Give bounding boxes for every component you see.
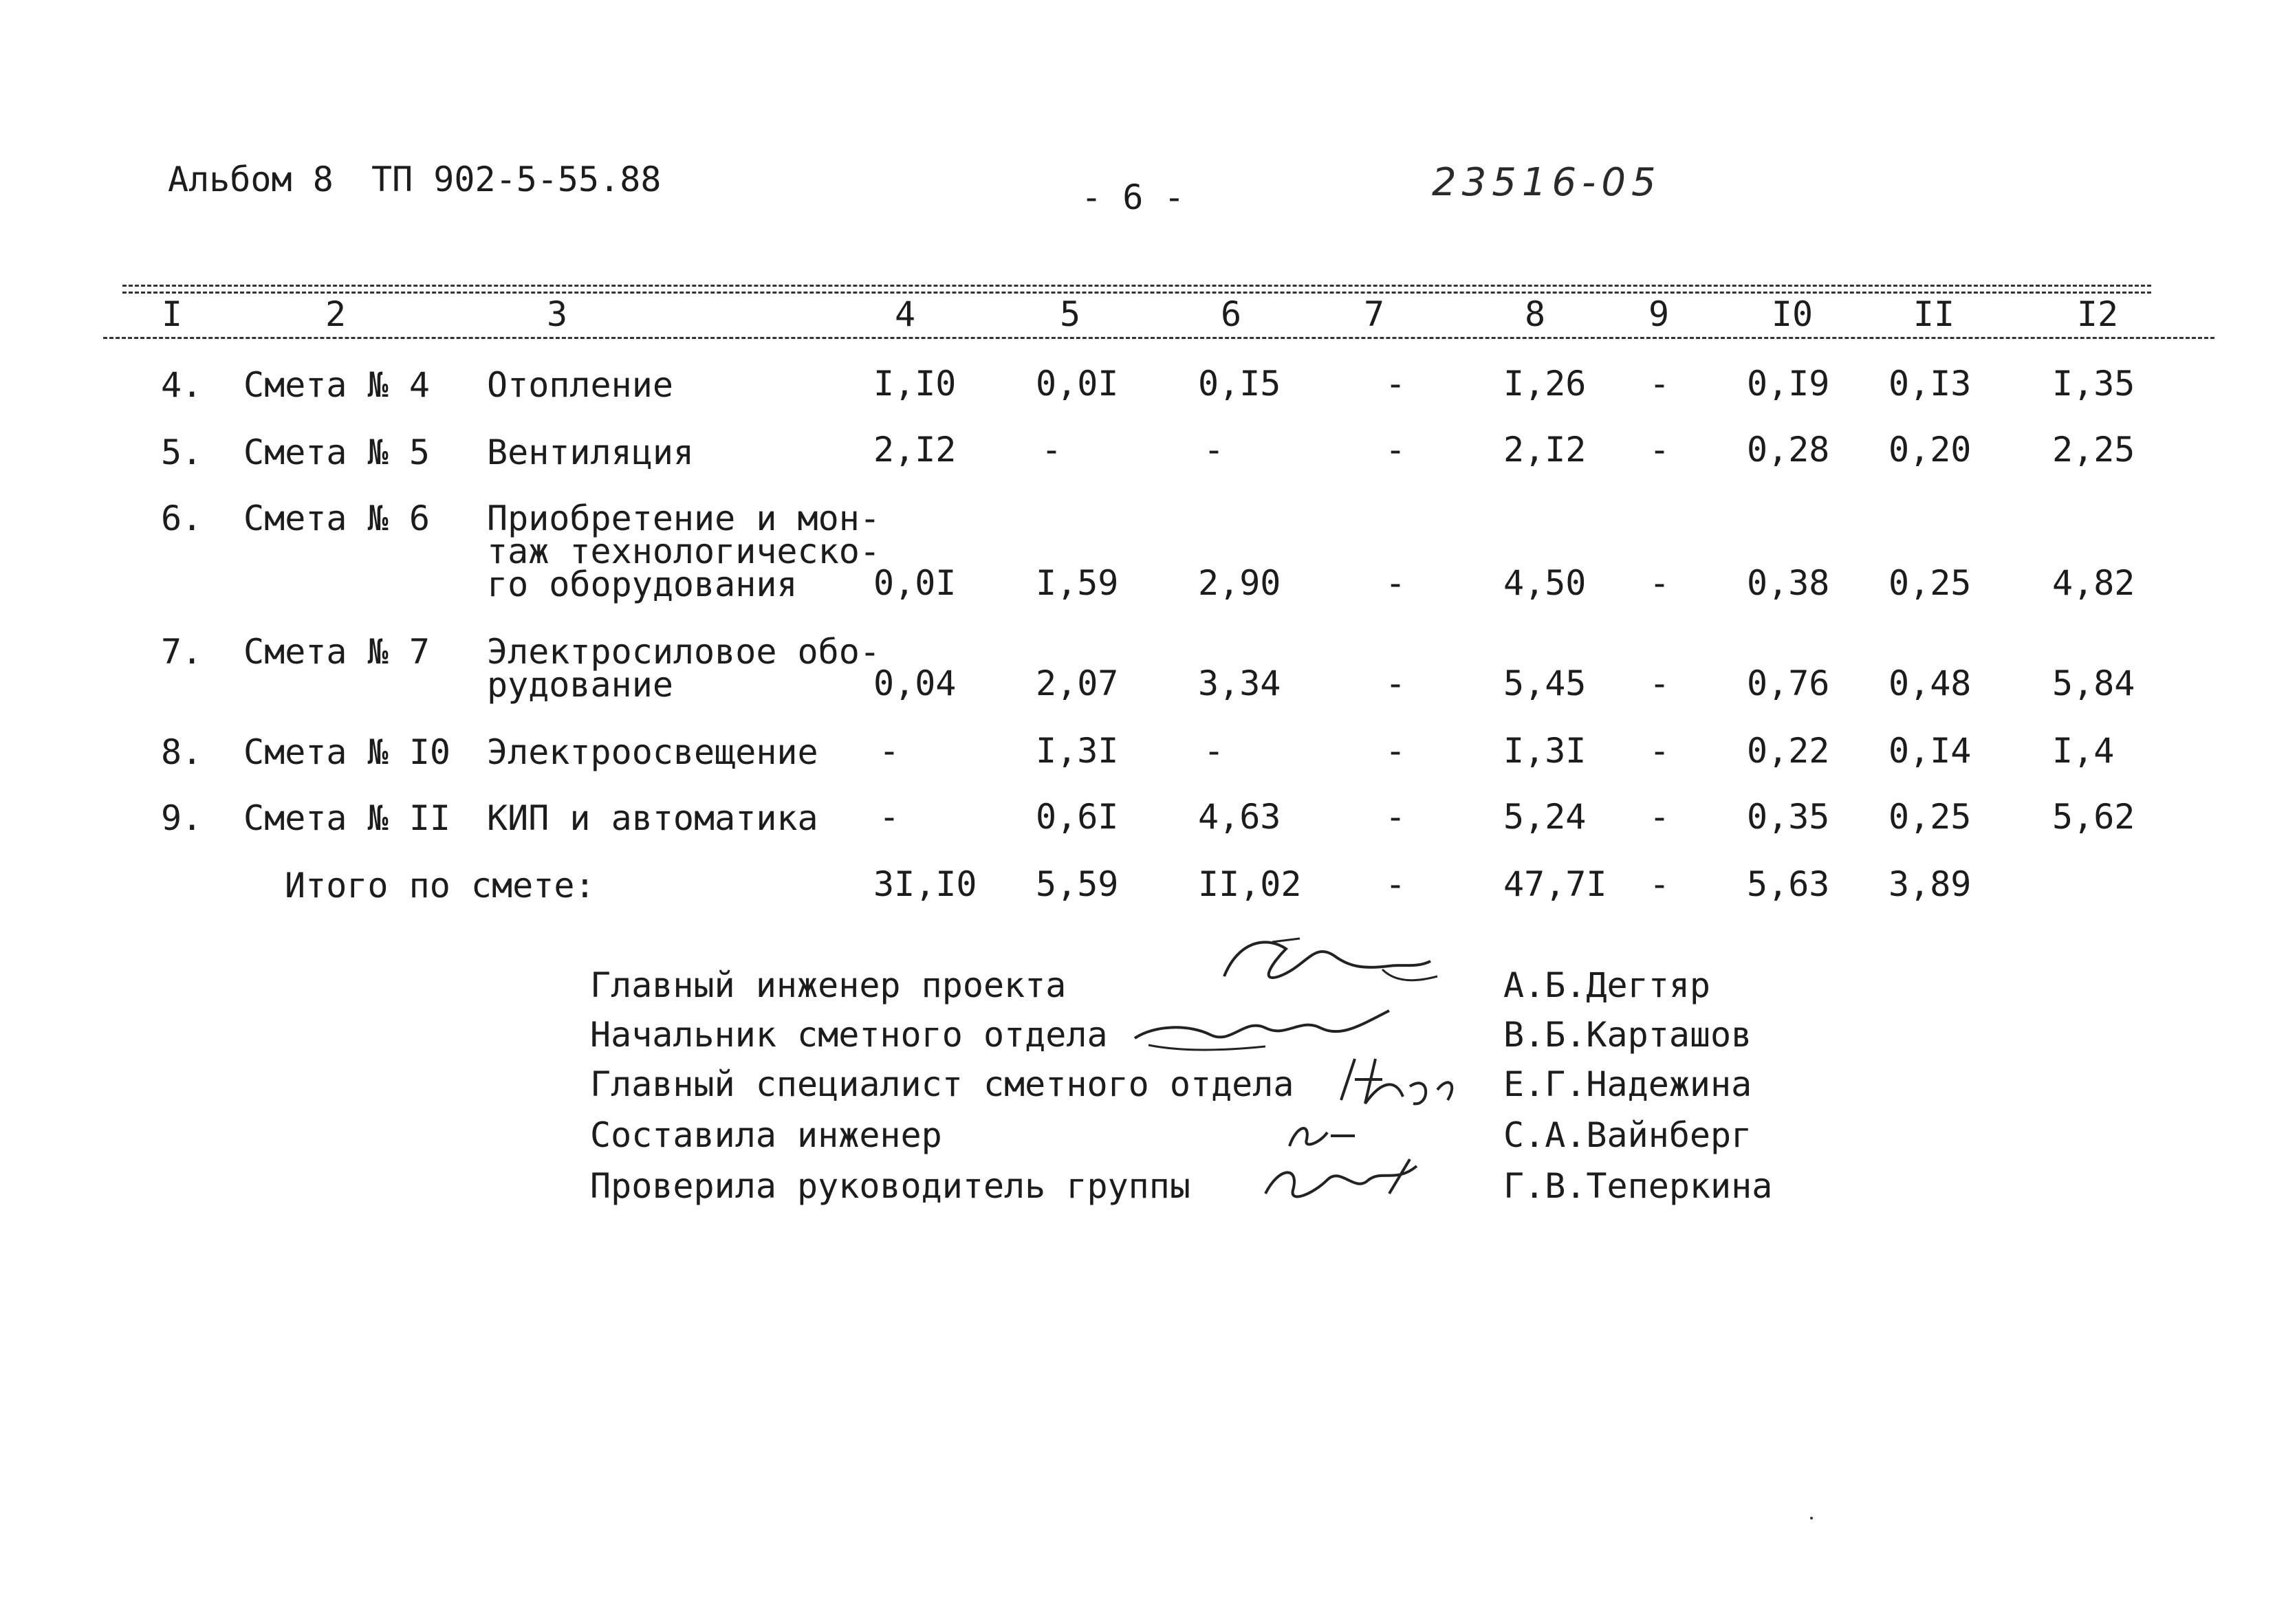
signature-chief-engineer — [1210, 928, 1444, 1004]
col7-value: - — [1385, 430, 1406, 470]
work-name-line: рудование — [487, 665, 673, 705]
col9-value: - — [1649, 563, 1670, 603]
col12-value: 5,84 — [2052, 663, 2135, 703]
col4-value: 2,I2 — [873, 430, 957, 470]
col11-value: 0,20 — [1888, 430, 1972, 470]
signature-group-head — [1252, 1152, 1430, 1214]
signatory-name: Е.Г.Надежина — [1503, 1064, 1752, 1104]
col10-value: 0,76 — [1747, 663, 1830, 703]
work-name-line: КИП и автоматика — [487, 798, 818, 838]
row-number: 6. — [161, 498, 203, 538]
col5-value: I,3I — [1036, 731, 1119, 771]
total-col5: 5,59 — [1036, 864, 1119, 904]
col8-value: I,3I — [1503, 731, 1587, 771]
col9-value: - — [1649, 364, 1670, 404]
signatory-name: В.Б.Карташов — [1503, 1015, 1752, 1055]
signatory-name: С.А.Вайнберг — [1503, 1115, 1752, 1155]
col5-value: I,59 — [1036, 563, 1119, 603]
work-name-line: Электроосвещение — [487, 732, 818, 772]
row-number: 5. — [161, 432, 203, 472]
signatory-title: Главный инженер проекта — [590, 965, 1067, 1005]
column-number-6: 6 — [1220, 294, 1242, 334]
column-number-9: 9 — [1648, 294, 1670, 334]
total-col11: 3,89 — [1888, 864, 1972, 904]
col7-value: - — [1385, 563, 1406, 603]
album-label: Альбом 8 — [168, 160, 334, 199]
col4-value: 0,0I — [873, 563, 957, 603]
col10-value: 0,35 — [1747, 797, 1830, 837]
col8-value: 5,24 — [1503, 797, 1587, 837]
table-top-rule-2 — [122, 292, 2151, 294]
row-number: 7. — [161, 632, 203, 672]
col8-value: 5,45 — [1503, 663, 1587, 703]
col12-value: I,35 — [2052, 364, 2135, 404]
column-number-5: 5 — [1059, 294, 1081, 334]
total-col6: II,02 — [1198, 864, 1302, 904]
col6-value: 0,I5 — [1198, 364, 1281, 404]
col7-value: - — [1385, 364, 1406, 404]
signatory-title: Проверила руководитель группы — [590, 1166, 1190, 1206]
column-number-2: 2 — [325, 294, 347, 334]
signatory-name: Г.В.Теперкина — [1503, 1166, 1773, 1206]
col7-value: - — [1385, 731, 1406, 771]
col6-value: - — [1204, 430, 1225, 470]
col10-value: 0,28 — [1747, 430, 1830, 470]
handwritten-doc-code: 23516-05 — [1432, 160, 1662, 205]
signatory-title: Составила инженер — [590, 1115, 942, 1155]
signature-engineer — [1279, 1108, 1362, 1156]
row-number: 9. — [161, 798, 203, 838]
col5-value: 0,6I — [1036, 797, 1119, 837]
work-name-line: Вентиляция — [487, 432, 695, 472]
column-number-3: 3 — [546, 294, 568, 334]
col9-value: - — [1649, 797, 1670, 837]
col12-value: 4,82 — [2052, 563, 2135, 603]
column-number-11: II — [1913, 294, 1955, 334]
col6-value: 2,90 — [1198, 563, 1281, 603]
signatory-name: А.Б.Дегтяр — [1503, 965, 1711, 1005]
page-number: - 6 - — [1081, 177, 1185, 217]
col9-value: - — [1649, 430, 1670, 470]
col7-value: - — [1385, 797, 1406, 837]
signature-estimate-head — [1128, 997, 1417, 1059]
column-number-1: I — [161, 294, 183, 334]
estimate-label: Смета № 4 — [243, 365, 430, 405]
col11-value: 0,48 — [1888, 663, 1972, 703]
total-label: Итого по смете: — [285, 866, 596, 906]
column-number-rule — [103, 337, 2214, 339]
row-number: 4. — [161, 365, 203, 405]
total-col7: - — [1385, 864, 1406, 904]
col11-value: 0,I3 — [1888, 364, 1972, 404]
estimate-label: Смета № II — [243, 798, 451, 838]
work-name-line: Электросиловое обо- — [487, 632, 880, 672]
column-number-8: 8 — [1524, 294, 1546, 334]
total-col9: - — [1649, 864, 1670, 904]
signatory-title: Главный специалист сметного отдела — [590, 1064, 1294, 1104]
row-number: 8. — [161, 732, 203, 772]
col12-value: I,4 — [2052, 731, 2115, 771]
col12-value: 2,25 — [2052, 430, 2135, 470]
col5-value: - — [1041, 430, 1063, 470]
scan-speck — [1810, 1517, 1813, 1519]
total-col10: 5,63 — [1747, 864, 1830, 904]
work-name-line: Отопление — [487, 365, 673, 405]
column-number-10: I0 — [1771, 294, 1814, 334]
table-top-rule — [122, 285, 2151, 287]
column-number-12: I2 — [2076, 294, 2119, 334]
col10-value: 0,I9 — [1747, 364, 1830, 404]
col7-value: - — [1385, 663, 1406, 703]
col4-value: 0,04 — [873, 663, 957, 703]
col4-value: - — [879, 797, 900, 837]
estimate-label: Смета № 6 — [243, 498, 430, 538]
col6-value: 4,63 — [1198, 797, 1281, 837]
signatory-title: Начальник сметного отдела — [590, 1015, 1108, 1055]
col11-value: 0,25 — [1888, 563, 1972, 603]
column-number-4: 4 — [894, 294, 916, 334]
work-name-line: го оборудования — [487, 564, 798, 604]
col9-value: - — [1649, 731, 1670, 771]
col5-value: 0,0I — [1036, 364, 1119, 404]
col10-value: 0,38 — [1747, 563, 1830, 603]
col11-value: 0,I4 — [1888, 731, 1972, 771]
total-col4: 3I,I0 — [873, 864, 977, 904]
estimate-label: Смета № 7 — [243, 632, 430, 672]
col6-value: - — [1204, 731, 1225, 771]
col5-value: 2,07 — [1036, 663, 1119, 703]
col8-value: 2,I2 — [1503, 430, 1587, 470]
col10-value: 0,22 — [1747, 731, 1830, 771]
estimate-label: Смета № I0 — [243, 732, 451, 772]
col8-value: I,26 — [1503, 364, 1587, 404]
total-col8: 47,7I — [1503, 864, 1607, 904]
col4-value: I,I0 — [873, 364, 957, 404]
col9-value: - — [1649, 663, 1670, 703]
estimate-label: Смета № 5 — [243, 432, 430, 472]
col8-value: 4,50 — [1503, 563, 1587, 603]
signature-chief-specialist — [1327, 1052, 1465, 1114]
column-number-7: 7 — [1363, 294, 1385, 334]
col12-value: 5,62 — [2052, 797, 2135, 837]
col4-value: - — [879, 731, 900, 771]
project-code: ТП 902-5-55.88 — [371, 160, 662, 199]
col11-value: 0,25 — [1888, 797, 1972, 837]
work-name-line: Приобретение и мон- — [487, 498, 880, 538]
col6-value: 3,34 — [1198, 663, 1281, 703]
work-name-line: таж технологическо- — [487, 531, 880, 571]
